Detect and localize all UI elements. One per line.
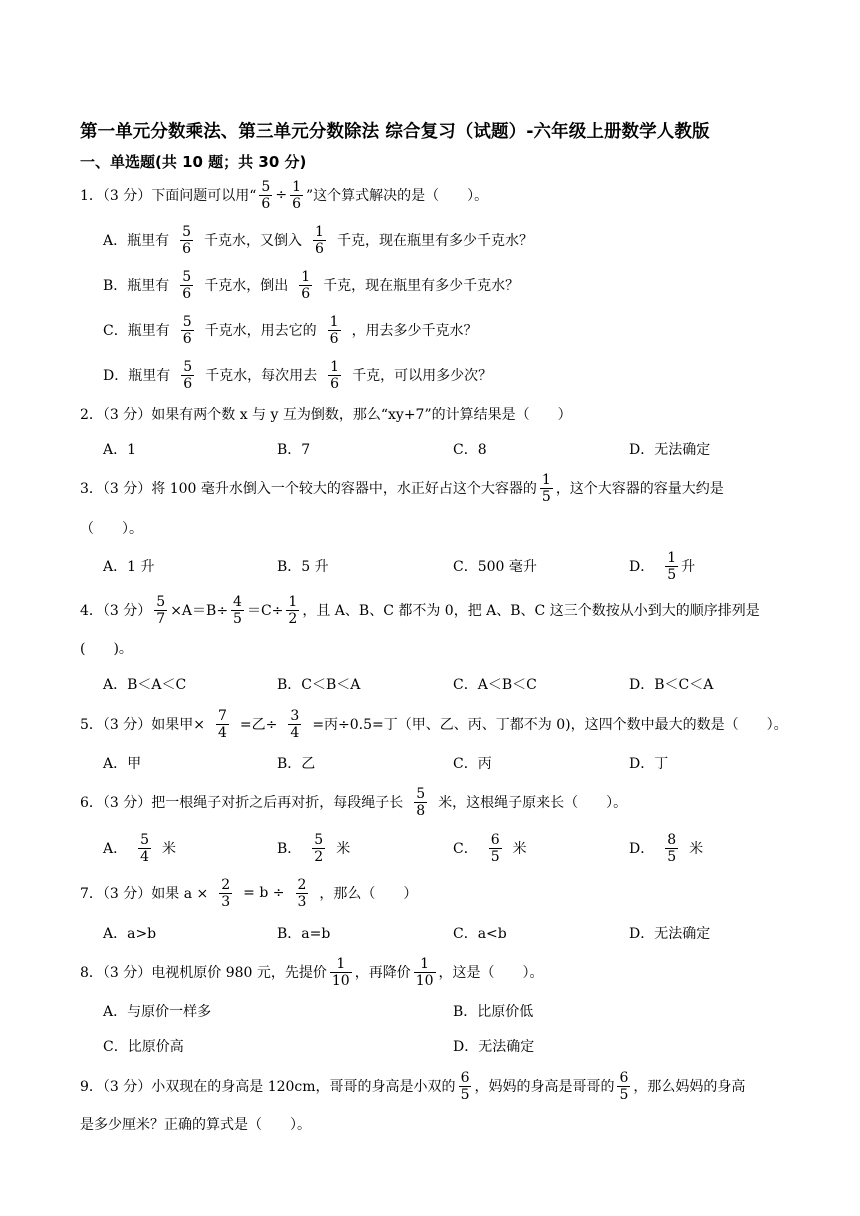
fraction-numerator: 6	[490, 831, 500, 848]
fraction-numerator: 1	[315, 223, 324, 240]
fraction-numerator: 6	[619, 1069, 629, 1086]
fraction-denominator: 6	[315, 240, 324, 257]
text-segment: ×A＝B÷	[170, 603, 229, 619]
text-segment: D．瓶里有	[103, 368, 171, 384]
fraction	[414, 786, 427, 819]
fraction	[138, 832, 151, 865]
text-segment: 千克，现在瓶里有多少千克水？	[323, 278, 520, 294]
fraction	[299, 269, 312, 302]
fraction-denominator: 7	[156, 610, 166, 627]
operator: ÷	[275, 187, 288, 203]
fraction	[219, 877, 232, 910]
option-c: C．500 毫升	[453, 559, 537, 575]
fraction	[259, 179, 272, 212]
text-segment: D．	[629, 559, 655, 575]
fraction-numerator: 1	[336, 955, 346, 972]
text-segment: 千克，现在瓶里有多少千克水？	[336, 233, 533, 249]
page-title: 第一单元分数乘法、第三单元分数除法 综合复习（试题）-六年级上册数学人教版	[80, 122, 710, 142]
fraction-denominator: 6	[330, 375, 340, 392]
fraction	[216, 708, 229, 741]
fraction-denominator: 10	[331, 972, 350, 989]
option-d: D．B＜C＜A	[629, 677, 714, 693]
option-a: A．与原价一样多	[103, 1004, 212, 1020]
question-9-line-2: 是多少厘米？正确的算式是（ ）。	[80, 1117, 311, 1133]
option-c: C．a<b	[453, 926, 507, 942]
fraction-denominator: 8	[416, 802, 426, 819]
text-segment: 千克水，又倒入	[204, 233, 303, 249]
text-segment: 千克水，每次用去	[205, 368, 318, 384]
fraction	[181, 314, 194, 347]
fraction-numerator: 4	[233, 593, 242, 610]
text-segment: 千克水，用去它的	[204, 323, 317, 339]
question-4-line-2: ( )。	[80, 641, 133, 657]
text-segment: =乙÷	[239, 717, 278, 733]
text-segment: 米，这根绳子原来长（ ）。	[438, 795, 628, 811]
text-segment: 千克，可以用多少次？	[352, 368, 493, 384]
fraction-numerator: 5	[314, 831, 324, 848]
fraction-denominator: 5	[490, 848, 500, 865]
fraction-denominator: 4	[218, 724, 227, 741]
question-3	[80, 468, 724, 508]
fraction-numerator: 8	[667, 831, 677, 848]
question-text: 1．（3 分）下面问题可以用“	[80, 188, 257, 204]
option-c: C．A＜B＜C	[453, 677, 537, 693]
option-d: D．无法确定	[453, 1039, 535, 1055]
question-5	[80, 704, 788, 744]
fraction	[154, 594, 167, 627]
option-c: C．8	[453, 442, 487, 458]
option-a: A．B＜A＜C	[103, 677, 187, 693]
fraction-denominator: 6	[182, 240, 192, 257]
fraction-numerator: 1	[420, 955, 430, 972]
text-segment: B．瓶里有	[103, 278, 170, 294]
option-b	[277, 828, 350, 868]
fraction-denominator: 6	[301, 285, 311, 302]
fraction-numerator: 1	[288, 593, 298, 610]
fraction	[330, 956, 352, 989]
question-6	[80, 782, 627, 822]
fraction-denominator: 5	[667, 848, 677, 865]
fraction-denominator: 6	[182, 285, 192, 302]
question-1	[80, 175, 488, 215]
option-c	[453, 828, 527, 868]
text-segment: D．	[629, 841, 655, 857]
option-c: C．丙	[453, 756, 492, 772]
text-segment: 9．（3 分）小双现在的身高是 120cm，哥哥的身高是小双的	[80, 1079, 456, 1095]
fraction	[665, 550, 678, 583]
fraction	[328, 359, 341, 392]
fraction-denominator: 6	[329, 330, 339, 347]
text-segment: ，再降价	[354, 965, 411, 981]
question-2: 2．（3 分）如果有两个数 x 与 y 互为倒数，那么“xy+7”的计算结果是（ ）	[80, 407, 572, 423]
fraction	[290, 179, 303, 212]
section-heading: 一、单选题(共 10 题；共 30 分)	[80, 153, 307, 171]
fraction-numerator: 1	[667, 549, 677, 566]
text-segment: ，那么妈妈的身高	[633, 1079, 746, 1095]
fraction-numerator: 1	[541, 471, 551, 488]
fraction-denominator: 5	[541, 488, 551, 505]
fraction-denominator: 4	[290, 724, 300, 741]
fraction-numerator: 1	[292, 178, 301, 195]
option-a: A．a>b	[103, 926, 157, 942]
question-8	[80, 952, 544, 992]
text-segment: ＝C÷	[246, 603, 284, 619]
fraction	[296, 877, 309, 910]
text-segment: 5．（3 分）如果甲×	[80, 717, 205, 733]
text-segment: 4．（3 分）	[80, 603, 152, 619]
text-segment: ，妈妈的身高是哥哥的	[474, 1079, 615, 1095]
question-4	[80, 590, 760, 630]
fraction-numerator: 5	[140, 831, 150, 848]
fraction-numerator: 5	[261, 178, 271, 195]
option-b: B．比原价低	[453, 1004, 534, 1020]
fraction-denominator: 2	[314, 848, 324, 865]
text-segment: = b ÷	[243, 885, 285, 901]
text-segment: A．	[103, 841, 128, 857]
question-7	[80, 873, 417, 913]
fraction	[181, 359, 194, 392]
option-b: B．C＜B＜A	[277, 677, 361, 693]
option-d: D．无法确定	[629, 442, 711, 458]
question-9	[80, 1066, 745, 1106]
text-segment: C．瓶里有	[103, 323, 170, 339]
text-segment: ，用去多少千克水？	[351, 323, 478, 339]
fraction	[459, 1070, 472, 1103]
option-a: A．1 升	[103, 559, 155, 575]
fraction-denominator: 6	[261, 195, 271, 212]
option-b	[103, 265, 519, 305]
option-a: A．1	[103, 442, 137, 458]
fraction-denominator: 5	[233, 610, 242, 627]
fraction-denominator: 6	[292, 195, 301, 212]
fraction-denominator: 5	[460, 1086, 470, 1103]
option-b: B．乙	[277, 756, 316, 772]
option-d	[629, 546, 695, 586]
fraction-numerator: 1	[329, 313, 339, 330]
text-segment: =丙÷0.5=丁（甲、乙、丙、丁都不为 0)，这四个数中最大的数是（ ）。	[312, 717, 788, 733]
fraction	[414, 956, 436, 989]
text-segment: A．瓶里有	[103, 233, 170, 249]
fraction	[313, 224, 326, 257]
fraction	[665, 832, 678, 865]
fraction-numerator: 5	[416, 785, 426, 802]
fraction	[312, 832, 325, 865]
option-b: B．7	[277, 442, 311, 458]
fraction	[489, 832, 502, 865]
fraction-denominator: 3	[221, 893, 231, 910]
fraction-numerator: 1	[301, 268, 311, 285]
fraction	[540, 472, 553, 505]
fraction-numerator: 1	[330, 358, 340, 375]
fraction	[286, 594, 299, 627]
fraction-numerator: 5	[182, 313, 192, 330]
option-d	[103, 355, 492, 395]
text-segment: 米	[336, 841, 351, 857]
fraction-numerator: 2	[221, 876, 231, 893]
text-segment: 7．（3 分）如果 a ×	[80, 886, 209, 902]
text-segment: C．	[453, 841, 478, 857]
fraction	[231, 594, 244, 627]
text-segment: ，这个大容器的容量大约是	[555, 481, 724, 497]
question-text: ”这个算式解决的是（ ）。	[306, 188, 489, 204]
fraction-denominator: 10	[415, 972, 434, 989]
text-segment: 6．（3 分）把一根绳子对折之后再对折，每段绳子长	[80, 795, 404, 811]
option-a: A．甲	[103, 756, 142, 772]
fraction-denominator: 4	[140, 848, 150, 865]
option-b: B．5 升	[277, 559, 329, 575]
text-segment: 米	[512, 841, 527, 857]
option-c: C．比原价高	[103, 1039, 184, 1055]
option-d: D．丁	[629, 756, 669, 772]
fraction-numerator: 6	[460, 1069, 470, 1086]
option-b: B．a=b	[277, 926, 331, 942]
fraction-numerator: 5	[156, 593, 166, 610]
text-segment: ，这是（ ）。	[438, 965, 544, 981]
fraction-denominator: 6	[183, 375, 193, 392]
fraction-numerator: 5	[183, 358, 193, 375]
fraction-denominator: 5	[667, 566, 677, 583]
fraction-denominator: 5	[619, 1086, 629, 1103]
fraction-numerator: 5	[182, 268, 192, 285]
fraction	[328, 314, 341, 347]
text-segment: 千克水，倒出	[204, 278, 289, 294]
text-segment: 3．（3 分）将 100 毫升水倒入一个较大的容器中，水正好占这个大容器的	[80, 481, 537, 497]
option-a	[103, 220, 533, 260]
question-3-line-2: （ ）。	[80, 521, 143, 537]
fraction-numerator: 2	[297, 876, 307, 893]
option-d	[629, 828, 703, 868]
fraction-denominator: 3	[297, 893, 307, 910]
option-c	[103, 310, 478, 350]
fraction-numerator: 5	[182, 223, 192, 240]
fraction-denominator: 2	[288, 610, 298, 627]
text-segment: 升	[681, 559, 696, 575]
text-segment: ，那么（ ）	[319, 886, 418, 902]
fraction	[288, 708, 301, 741]
fraction	[180, 224, 193, 257]
fraction-denominator: 6	[182, 330, 192, 347]
fraction-numerator: 3	[290, 707, 300, 724]
option-a	[103, 828, 176, 868]
fraction	[180, 269, 193, 302]
text-segment: 8．（3 分）电视机原价 980 元，先提价	[80, 965, 327, 981]
fraction-numerator: 7	[218, 707, 227, 724]
fraction	[617, 1070, 630, 1103]
text-segment: 米	[162, 841, 177, 857]
text-segment: ，且 A、B、C 都不为 0，把 A、B、C 这三个数按从小到大的顺序排列是	[302, 603, 760, 619]
text-segment: B．	[277, 841, 302, 857]
text-segment: 米	[689, 841, 704, 857]
option-d: D．无法确定	[629, 926, 711, 942]
